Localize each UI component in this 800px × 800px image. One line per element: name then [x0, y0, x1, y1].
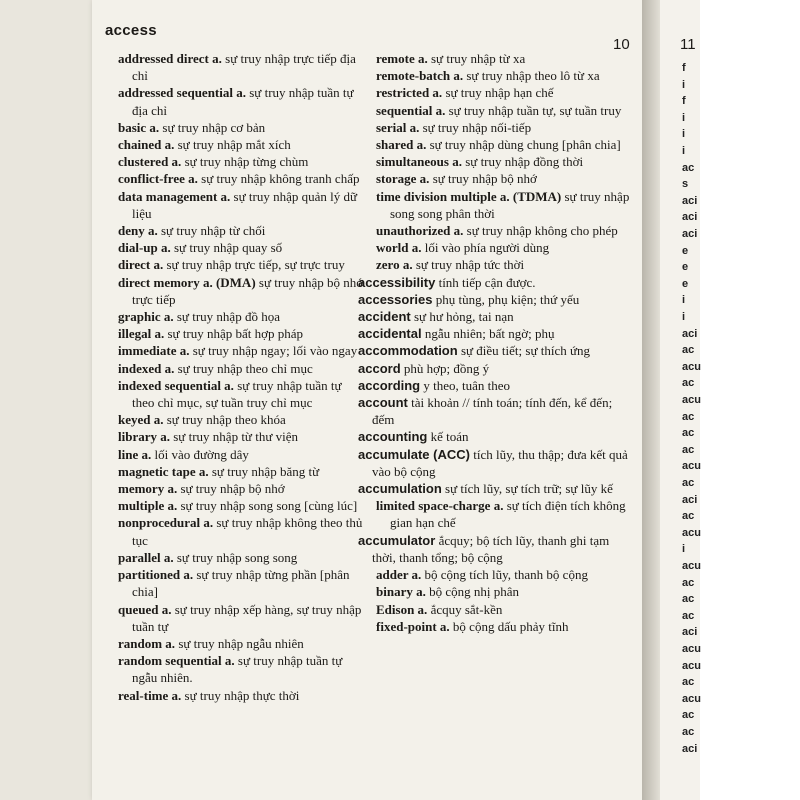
entry-definition: sự truy nhập từng chùm: [184, 154, 309, 170]
entry-definition: sự truy nhập đồng thời: [465, 154, 584, 170]
entry-term: illegal a.: [118, 326, 165, 342]
dictionary-entry: [118, 549, 364, 566]
entry-definition: sự truy nhập tuần tự, sự tuần truy: [448, 102, 622, 118]
dictionary-entry: [118, 274, 364, 308]
entry-term: parallel a.: [118, 549, 174, 565]
entry-term: accessories: [358, 291, 433, 307]
entry-definition: lối vào phía người dùng: [424, 240, 550, 256]
edge-fragment: acu: [682, 692, 701, 705]
entry-definition: phụ tùng, phụ kiện; thứ yếu: [435, 291, 580, 307]
edge-fragment: acu: [682, 560, 701, 572]
dictionary-entry: [118, 428, 364, 445]
entry-term: random a.: [118, 635, 176, 651]
dictionary-entry: [118, 566, 364, 600]
entry-definition: sự truy nhập song song: [176, 549, 298, 565]
entry-definition: sự truy nhập nối-tiếp: [422, 119, 532, 135]
dictionary-entry: [118, 84, 364, 118]
dictionary-entry: [358, 428, 630, 445]
edge-fragment: aci: [682, 211, 698, 224]
edge-fragment: acu: [682, 394, 701, 406]
entry-term: line a.: [118, 446, 152, 462]
dictionary-entry: [376, 170, 630, 187]
dictionary-entry: [118, 514, 364, 548]
edge-fragment: e: [682, 277, 689, 290]
entry-definition: bộ cộng nhị phân: [429, 584, 519, 600]
dictionary-entry: [376, 67, 630, 84]
edge-fragment: e: [682, 261, 689, 274]
edge-fragment: e: [682, 244, 689, 257]
dictionary-entry: [376, 102, 630, 119]
entry-term: dial-up a.: [118, 240, 171, 256]
edge-fragment: ac: [682, 377, 695, 390]
entry-term: conflict-free a.: [118, 171, 198, 187]
edge-fragment: acu: [682, 460, 701, 473]
entry-definition: sự truy nhập từ thư viện: [173, 429, 299, 445]
dictionary-entry: [118, 497, 364, 514]
edge-fragment: i: [682, 78, 686, 91]
dictionary-entry: [118, 342, 364, 359]
entry-definition: y theo, tuân theo: [423, 377, 511, 393]
edge-fragment: acu: [682, 526, 701, 539]
entry-term: accommodation: [358, 343, 458, 359]
entry-term: magnetic tape a.: [118, 463, 209, 479]
entry-definition: sự truy nhập ngẫu nhiên: [178, 635, 304, 651]
edge-fragment: aci: [682, 194, 698, 207]
entry-definition: kế toán: [430, 429, 469, 445]
background-strip: [700, 0, 800, 800]
dictionary-entry: [376, 566, 630, 583]
entry-term: Edison a.: [376, 601, 428, 617]
entry-definition: sự truy nhập bất hợp pháp: [167, 326, 304, 342]
page-number-right: 11: [680, 36, 696, 53]
entry-term: keyed a.: [118, 412, 164, 428]
dictionary-entry: [376, 136, 630, 153]
entry-term: time division multiple a. (TDMA): [376, 188, 562, 204]
entry-term: remote-batch a.: [376, 68, 464, 84]
dictionary-entry: [358, 360, 630, 377]
dictionary-entry: [118, 635, 364, 652]
edge-fragment: i: [682, 543, 686, 556]
dictionary-entry: [358, 377, 630, 394]
edge-fragment: ac: [682, 477, 695, 489]
entry-term: memory a.: [118, 481, 178, 497]
entry-term: limited space-charge a.: [376, 498, 504, 514]
dictionary-entry: [376, 50, 630, 67]
entry-term: chained a.: [118, 137, 175, 153]
dictionary-entry: [118, 652, 364, 686]
entry-term: direct a.: [118, 257, 164, 273]
entry-term: restricted a.: [376, 85, 443, 101]
entry-term: addressed direct a.: [118, 51, 222, 66]
edge-fragment: ac: [682, 443, 695, 456]
entry-definition: ngẫu nhiên; bất ngờ; phụ: [424, 326, 555, 342]
entry-term: random sequential a.: [118, 653, 235, 669]
entry-term: deny a.: [118, 223, 158, 239]
entry-definition: sự truy nhập bộ nhớ trực tiếp: [132, 274, 364, 307]
edge-fragment: acu: [682, 360, 701, 373]
entry-definition: sự truy nhập không theo thủ tục: [132, 515, 363, 548]
edge-fragment: ac: [682, 709, 695, 722]
edge-fragment: ac: [682, 609, 695, 622]
entry-definition: sự truy nhập mắt xích: [177, 137, 291, 153]
dictionary-entry: [118, 50, 364, 84]
dictionary-entry: [376, 601, 630, 618]
dictionary-entry: [118, 325, 364, 342]
entry-term: sequential a.: [376, 102, 446, 118]
entry-term: graphic a.: [118, 309, 174, 325]
dictionary-entry: [118, 256, 364, 273]
entry-definition: ắcquy; bộ tích lũy, thanh ghi tạm thời, thanh tổng; bộ cộng: [372, 532, 610, 565]
dictionary-entry: [118, 446, 364, 463]
entry-term: nonprocedural a.: [118, 515, 214, 531]
dictionary-entry: [376, 239, 630, 256]
entry-definition: sự truy nhập từ chối: [160, 223, 266, 239]
edge-fragment: ac: [682, 676, 695, 689]
entry-definition: sự truy nhập bộ nhớ: [432, 171, 537, 187]
entry-definition: sự truy nhập không tranh chấp: [201, 171, 360, 187]
entry-definition: sự truy nhập hạn chế: [445, 85, 554, 101]
entry-term: real-time a.: [118, 687, 182, 703]
edge-fragment: ac: [682, 576, 695, 589]
entry-definition: sự truy nhập song song phân thời: [390, 188, 630, 221]
entry-definition: sự truy nhập theo lô từ xa: [466, 68, 600, 84]
dictionary-entry: [358, 446, 630, 480]
entry-definition: sự truy nhập tuần tự theo chỉ mục, sự tuần truy chỉ mục: [132, 377, 342, 411]
entry-definition: tích lũy, thu thập; đưa kết quả vào bộ cộng: [372, 446, 628, 479]
entry-term: accessibility: [358, 274, 436, 290]
entry-term: shared a.: [376, 137, 427, 153]
entry-definition: sự truy nhập bộ nhớ: [180, 481, 285, 497]
dictionary-entry: [358, 480, 630, 497]
entry-definition: sự truy nhập trực tiếp, sự trực truy: [166, 257, 345, 273]
entry-term: library a.: [118, 429, 170, 445]
entry-term: accord: [358, 360, 401, 376]
column-left: [118, 50, 364, 704]
entry-definition: sự truy nhập tuần tự ngẫu nhiên.: [132, 653, 343, 686]
entry-definition: sự truy nhập từng phần [phân chia]: [132, 567, 350, 600]
entry-definition: lối vào đường dây: [154, 446, 249, 462]
entry-definition: sự truy nhập quản lý dữ liệu: [132, 188, 358, 221]
dictionary-entry: [376, 119, 630, 136]
edge-fragment: ac: [682, 510, 695, 523]
entry-definition: sự hư hỏng, tai nạn: [414, 309, 514, 325]
edge-fragment: aci: [682, 228, 698, 240]
dictionary-entry: [118, 188, 364, 222]
entry-term: clustered a.: [118, 154, 182, 170]
edge-fragment: aci: [682, 327, 698, 340]
entry-term: simultaneous a.: [376, 154, 462, 170]
entry-term: accidental: [358, 326, 422, 342]
dictionary-entry: [376, 153, 630, 170]
dictionary-entry: [118, 153, 364, 170]
entry-term: accident: [358, 309, 411, 325]
entry-term: queued a.: [118, 601, 172, 617]
entry-definition: sự truy nhập đồ họa: [176, 309, 280, 325]
dictionary-entry: [118, 411, 364, 428]
entry-term: accumulation: [358, 481, 442, 497]
dictionary-entry: [118, 360, 364, 377]
entry-term: accumulate (ACC): [358, 446, 470, 462]
entry-term: immediate a.: [118, 343, 190, 359]
entry-term: zero a.: [376, 257, 413, 273]
entry-definition: sự truy nhập theo khóa: [166, 412, 286, 428]
dictionary-entry: [358, 308, 630, 325]
entry-definition: ắcquy sắt-kền: [430, 601, 503, 617]
dictionary-entry: [376, 497, 630, 531]
edge-fragment: i: [682, 128, 686, 141]
entry-definition: sự truy nhập cơ bản: [162, 119, 266, 135]
entry-definition: sự truy nhập băng từ: [211, 463, 320, 479]
edge-fragment: aci: [682, 493, 698, 506]
entry-term: direct memory a. (DMA): [118, 274, 256, 290]
entry-definition: sự truy nhập không cho phép: [466, 223, 618, 239]
edge-fragment: i: [682, 311, 686, 323]
entry-term: fixed-point a.: [376, 618, 450, 634]
entry-definition: sự truy nhập dùng chung [phân chia]: [429, 137, 621, 153]
entry-definition: bộ cộng dấu phảy tĩnh: [452, 618, 569, 634]
dictionary-entry: [358, 342, 630, 359]
dictionary-entry: [118, 463, 364, 480]
dictionary-entry: [376, 84, 630, 101]
dictionary-entry: [118, 687, 364, 704]
dictionary-entry: [376, 256, 630, 273]
entry-definition: sự truy nhập tức thời: [415, 257, 525, 273]
entry-term: accumulator: [358, 532, 436, 548]
entry-term: multiple a.: [118, 498, 178, 514]
entry-term: adder a.: [376, 567, 422, 583]
edge-fragment: acu: [682, 659, 701, 672]
entry-definition: sự tích lũy, sự tích trữ; sự lũy kế: [445, 481, 613, 497]
dictionary-entry: [118, 222, 364, 239]
entry-definition: sự tích điện tích không gian hạn chế: [390, 498, 626, 531]
edge-fragment: aci: [682, 742, 698, 755]
entry-definition: bộ cộng tích lũy, thanh bộ cộng: [424, 567, 588, 583]
edge-fragment: ac: [682, 593, 695, 606]
entry-definition: sự truy nhập từ xa: [430, 51, 526, 66]
edge-fragment: s: [682, 178, 689, 191]
edge-fragment: ac: [682, 726, 695, 738]
entry-term: indexed sequential a.: [118, 377, 234, 393]
dictionary-entry: [358, 325, 630, 342]
edge-fragment: ac: [682, 344, 695, 357]
edge-fragment: ac: [682, 161, 695, 174]
entry-definition: sự truy nhập theo chỉ mục: [177, 360, 313, 376]
entry-term: indexed a.: [118, 360, 175, 376]
entry-definition: sự truy nhập song song [cùng lúc]: [180, 498, 358, 514]
dictionary-entry: [118, 308, 364, 325]
edge-fragment: ac: [682, 427, 695, 440]
edge-fragment: i: [682, 294, 686, 307]
entry-definition: sự truy nhập tuần tự địa chỉ: [132, 85, 354, 118]
entry-definition: tính tiếp cận được.: [438, 274, 536, 290]
dictionary-entry: [358, 532, 630, 566]
dictionary-entry: [118, 119, 364, 136]
entry-term: remote a.: [376, 51, 428, 66]
entry-definition: phù hợp; đồng ý: [403, 360, 490, 376]
dictionary-entry: [358, 394, 630, 428]
entry-term: account: [358, 395, 408, 411]
dictionary-entry: [358, 291, 630, 308]
entry-term: partitioned a.: [118, 567, 194, 583]
edge-fragment: i: [682, 111, 686, 124]
entry-term: data management a.: [118, 188, 231, 204]
edge-fragment: aci: [682, 626, 698, 639]
entry-term: serial a.: [376, 119, 420, 135]
page-number-left: 10: [613, 36, 630, 53]
dictionary-entry: [118, 170, 364, 187]
entry-definition: tài khoản // tính toán; tính đến, kể đến; đếm: [372, 395, 613, 428]
dictionary-entry: [376, 583, 630, 600]
dictionary-entry: [376, 618, 630, 635]
edge-fragment: f: [682, 95, 686, 108]
dictionary-entry: [376, 222, 630, 239]
column-right: [358, 50, 630, 635]
edge-fragment: f: [682, 62, 686, 74]
edge-fragment: i: [682, 145, 686, 157]
entry-term: unauthorized a.: [376, 223, 464, 239]
entry-term: basic a.: [118, 119, 160, 135]
running-head: access: [105, 22, 157, 39]
entry-term: storage a.: [376, 171, 430, 187]
dictionary-entry: [118, 480, 364, 497]
dictionary-entry: [376, 188, 630, 222]
dictionary-entry: [118, 601, 364, 635]
entry-term: world a.: [376, 240, 422, 256]
dictionary-entry: [118, 239, 364, 256]
entry-definition: sự truy nhập xếp hàng, sự truy nhập tuần tự: [132, 601, 362, 634]
dictionary-entry: [118, 136, 364, 153]
entry-term: binary a.: [376, 584, 426, 600]
entry-definition: sự truy nhập trực tiếp địa chỉ: [132, 51, 356, 84]
entry-term: addressed sequential a.: [118, 85, 246, 101]
dictionary-entry: [358, 274, 630, 291]
entry-definition: sự truy nhập quay số: [174, 240, 283, 256]
entry-definition: sự điều tiết; sự thích ứng: [460, 343, 591, 359]
dictionary-entry: [118, 377, 364, 411]
entry-definition: sự truy nhập ngay; lối vào ngay: [192, 343, 358, 359]
edge-fragment: acu: [682, 643, 701, 655]
edge-fragment: ac: [682, 410, 695, 423]
entry-term: accounting: [358, 429, 428, 445]
entry-term: according: [358, 377, 421, 393]
book-gutter: [642, 0, 660, 800]
entry-definition: sự truy nhập thực thời: [184, 687, 300, 703]
